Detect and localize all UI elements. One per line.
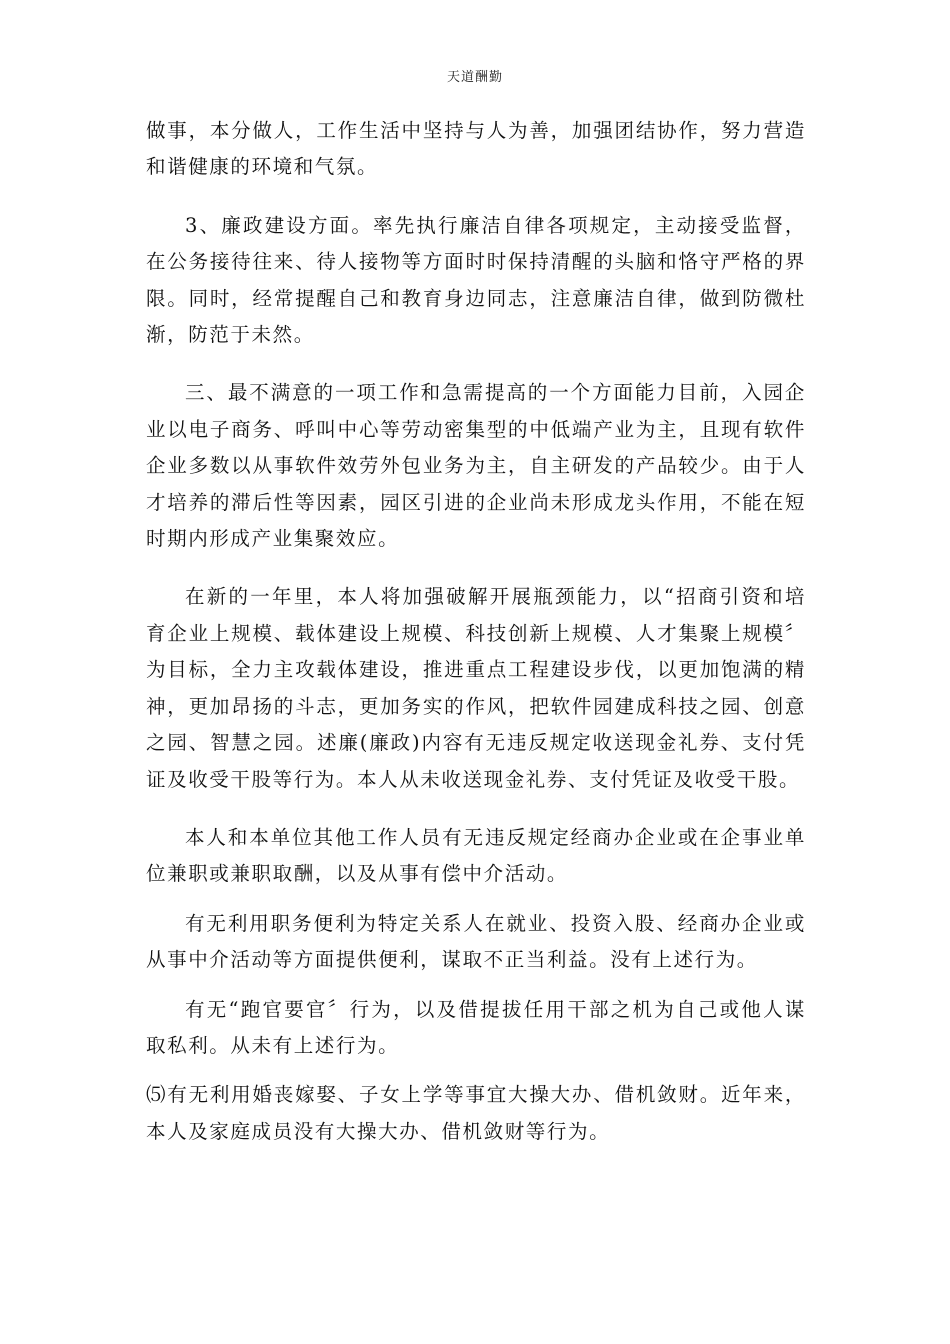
paragraph-ceremonies: ⑸有无利用婚丧嫁娶、子女上学等事宜大操大办、借机敛财。近年来，本人及家庭成员没有大操大办、借机敛财等行为。 — [146, 1083, 806, 1143]
paragraph-least-satisfied-work: 三、最不满意的一项工作和急需提高的一个方面能力目前，入园企业以电子商务、呼叫中心等劳动密集型的中低端产业为主，且现有软件企业多数以从事软件效劳外包业务为主，自主研发的产品较少。由于人才培养的滞后性等因素，园区引进的企业尚未形成龙头作用，不能在短时期内形成产业集聚效应。 — [146, 381, 806, 551]
paragraph-continuation: 做事，本分做人，工作生活中坚持与人为善，加强团结协作，努力营造和谐健康的环境和气氛。 — [146, 119, 806, 179]
paragraph-new-year-plan: 在新的一年里，本人将加强破解开展瓶颈能力，以“招商引资和培育企业上规模、载体建设上规模、科技创新上规模、人才集聚上规模〞为目标，全力主攻载体建设，推进重点工程建设步伐，以更加饱满的精神，更加昂扬的斗志，更加务实的作风，把软件园建成科技之园、创意之园、智慧之园。述廉(廉政)内容有无违反规定收送现金礼券、支付凭证及收受干股等行为。本人从未收送现金礼券、支付凭证及收受干股。 — [146, 585, 806, 791]
paragraph-seeking-office: 有无“跑官要官〞行为，以及借提拔任用干部之机为自己或他人谋取私利。从未有上述行为。 — [146, 997, 806, 1057]
paragraph-integrity-building: 3、廉政建设方面。率先执行廉洁自律各项规定，主动接受监督，在公务接待往来、待人接物等方面时时保持清醒的头脑和恪守严格的界限。同时，经常提醒自己和教育身边同志，注意廉洁自律，做到防微杜渐，防范于未然。 — [146, 213, 806, 347]
paragraph-abuse-of-office: 有无利用职务便利为特定关系人在就业、投资入股、经商办企业或从事中介活动等方面提供便利，谋取不正当利益。没有上述行为。 — [146, 911, 806, 972]
paragraph-business-ventures: 本人和本单位其他工作人员有无违反规定经商办企业或在企事业单位兼职或兼职取酬，以及从事有偿中介活动。 — [146, 825, 806, 886]
document-body — [146, 113, 806, 1163]
page-header: 天道酬勤 — [446, 70, 503, 85]
